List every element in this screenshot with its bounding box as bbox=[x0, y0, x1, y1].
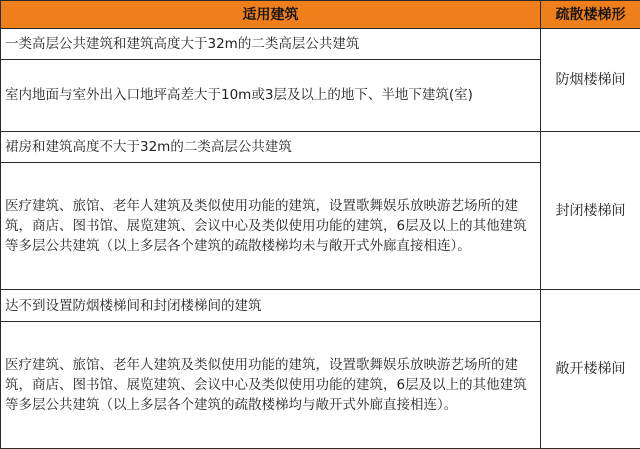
condition-cell: 裙房和建筑高度不大于32m的二类高层公共建筑 bbox=[1, 131, 541, 163]
condition-cell: 室内地面与室外出入口地坪高差大于10m或3层及以上的地下、半地下建筑(室) bbox=[1, 59, 541, 131]
header-row bbox=[1, 1, 640, 29]
condition-cell: 医疗建筑、旅馆、老年人建筑及类似使用功能的建筑，设置歌舞娱乐放映游艺场所的建筑，商店、图书馆、展览建筑、会议中心及类似使用功能的建筑，6层及以上的其他建筑等多层公共建筑（以上多层各个建筑的疏散楼梯均未与敞开式外廊直接相连）。 bbox=[1, 163, 541, 290]
stair-type-cell-smokeproof: 防烟楼梯间 bbox=[541, 29, 640, 132]
table-row bbox=[1, 29, 640, 60]
stair-type-cell-enclosed: 封闭楼梯间 bbox=[541, 131, 640, 290]
condition-cell: 达不到设置防烟楼梯间和封闭楼梯间的建筑 bbox=[1, 290, 541, 322]
condition-cell: 医疗建筑、旅馆、老年人建筑及类似使用功能的建筑，设置歌舞娱乐放映游艺场所的建筑，商店、图书馆、展览建筑、会议中心及类似使用功能的建筑，6层及以上的其他建筑等多层公共建筑（以上多层各个建筑的疏散楼梯均与敞开式外廊直接相连）。 bbox=[1, 321, 541, 448]
table-body bbox=[1, 29, 640, 449]
table-header bbox=[1, 1, 640, 29]
condition-cell: 一类高层公共建筑和建筑高度大于32m的二类高层公共建筑 bbox=[1, 29, 541, 60]
header-stair-type: 疏散楼梯形 bbox=[541, 1, 640, 29]
header-applicable-buildings: 适用建筑 bbox=[1, 1, 541, 29]
table-row bbox=[1, 290, 640, 322]
table-row bbox=[1, 131, 640, 163]
stair-type-cell-open: 敞开楼梯间 bbox=[541, 290, 640, 449]
